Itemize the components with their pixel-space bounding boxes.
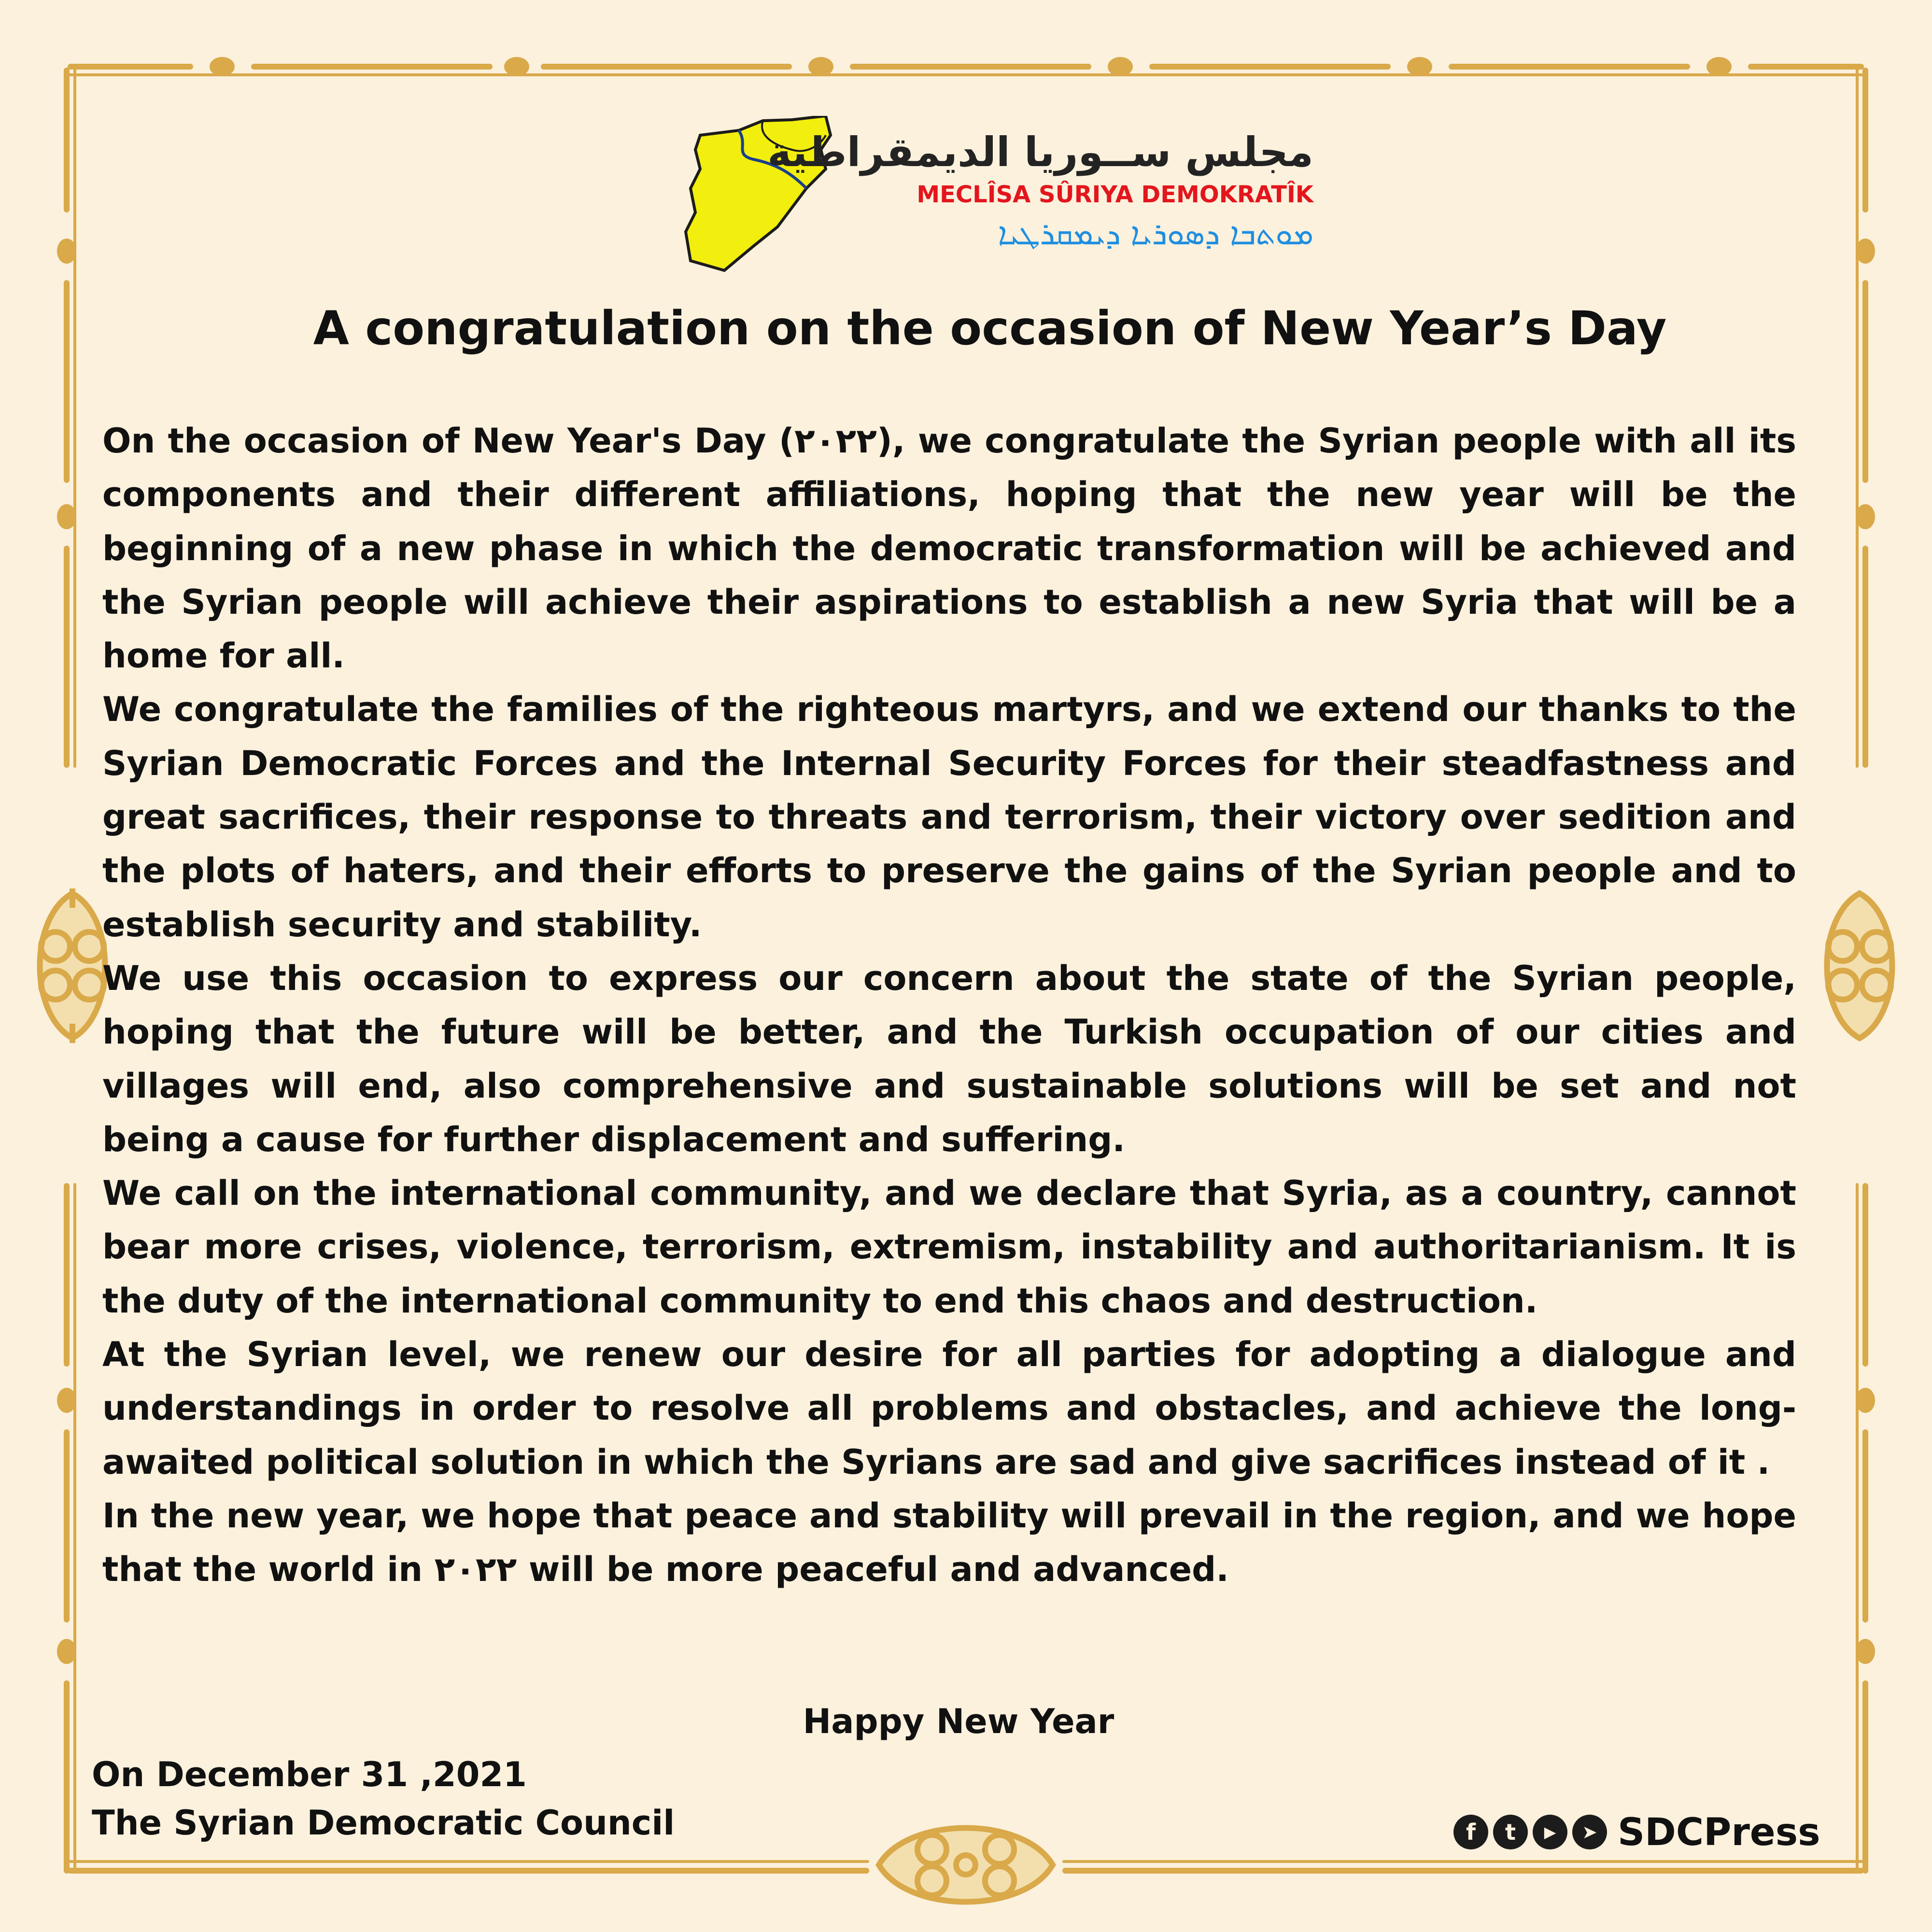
paragraph-peace-hope: In the new year, we hope that peace and stability will prevail in the region, and we hope that the world in ٢٠٢٢ will be more peaceful and advanced. <box>102 1495 1796 1590</box>
paragraph-new-year: On the occasion of New Year's Day (٢٠٢٢), we congratulate the Syrian people with all its components and their different affiliations, hoping that the new year will be the beginning of a new phase in which the democratic transformation will be achieved and the Syrian people will achieve their aspirations to establish a new Syria that will be a home for all. <box>102 421 1796 676</box>
greeting: Happy New Year <box>803 1702 1114 1741</box>
date-line: On December 31 ,2021 <box>92 1755 527 1794</box>
logo-arabic-name: مجلس ســوريا الديمقراطية <box>767 128 1313 176</box>
statement-body <box>102 414 1796 1597</box>
document-title: A congratulation on the occasion of New Year’s Day <box>313 301 1667 355</box>
right-ornament <box>1827 893 1892 1038</box>
facebook-icon[interactable]: f <box>1453 1815 1488 1849</box>
paragraph-martyrs-thanks: We congratulate the families of the righteous martyrs, and we extend our thanks to the Syrian Democratic Forces and the Internal Security Forces for their steadfastness and great sacrifices, their response to threats and terrorism, their victory over sedition and the plots of haters, and their efforts to preserve the gains of the Syrian people and to establish security and stability. <box>102 690 1796 945</box>
bottom-ornament <box>879 1828 1053 1902</box>
social-links <box>1453 1806 1820 1859</box>
signature: The Syrian Democratic Council <box>92 1803 675 1843</box>
left-ornament <box>40 888 105 1043</box>
twitter-icon[interactable]: t <box>1493 1815 1528 1849</box>
youtube-icon[interactable]: ▶ <box>1533 1815 1567 1849</box>
paragraph-syrian-dialogue: At the Syrian level, we renew our desire for all parties for adopting a dialogue and understandings in order to resolve all problems and obstacles, and achieve the long-awaited political solution in which the Syrians are sad and give sacrifices instead of it . <box>102 1335 1796 1482</box>
social-handle[interactable]: SDCPress <box>1618 1811 1820 1854</box>
logo-kurdish-name: MECLÎSA SÛRIYA DEMOKRATÎK <box>917 181 1313 208</box>
logo-syriac-name: ܡܘܬܒܐ ܕܣܘܪܝܐ ܕܝܡܩܪܛܝܐ <box>998 216 1313 252</box>
telegram-icon[interactable]: ➤ <box>1572 1815 1607 1849</box>
paragraph-concern: We use this occasion to express our concern about the state of the Syrian people, hoping that the future will be better, and the Turkish occupation of our cities and villages will end, also comprehensive and sustainable solutions will be set and not being a cause for further displacement and suffering. <box>102 958 1796 1159</box>
paragraph-international-call: We call on the international community, and we declare that Syria, as a country, cannot bear more crises, violence, terrorism, extremism, instability and authoritarianism. It is the duty of the international community to end this chaos and destruction. <box>102 1173 1796 1321</box>
